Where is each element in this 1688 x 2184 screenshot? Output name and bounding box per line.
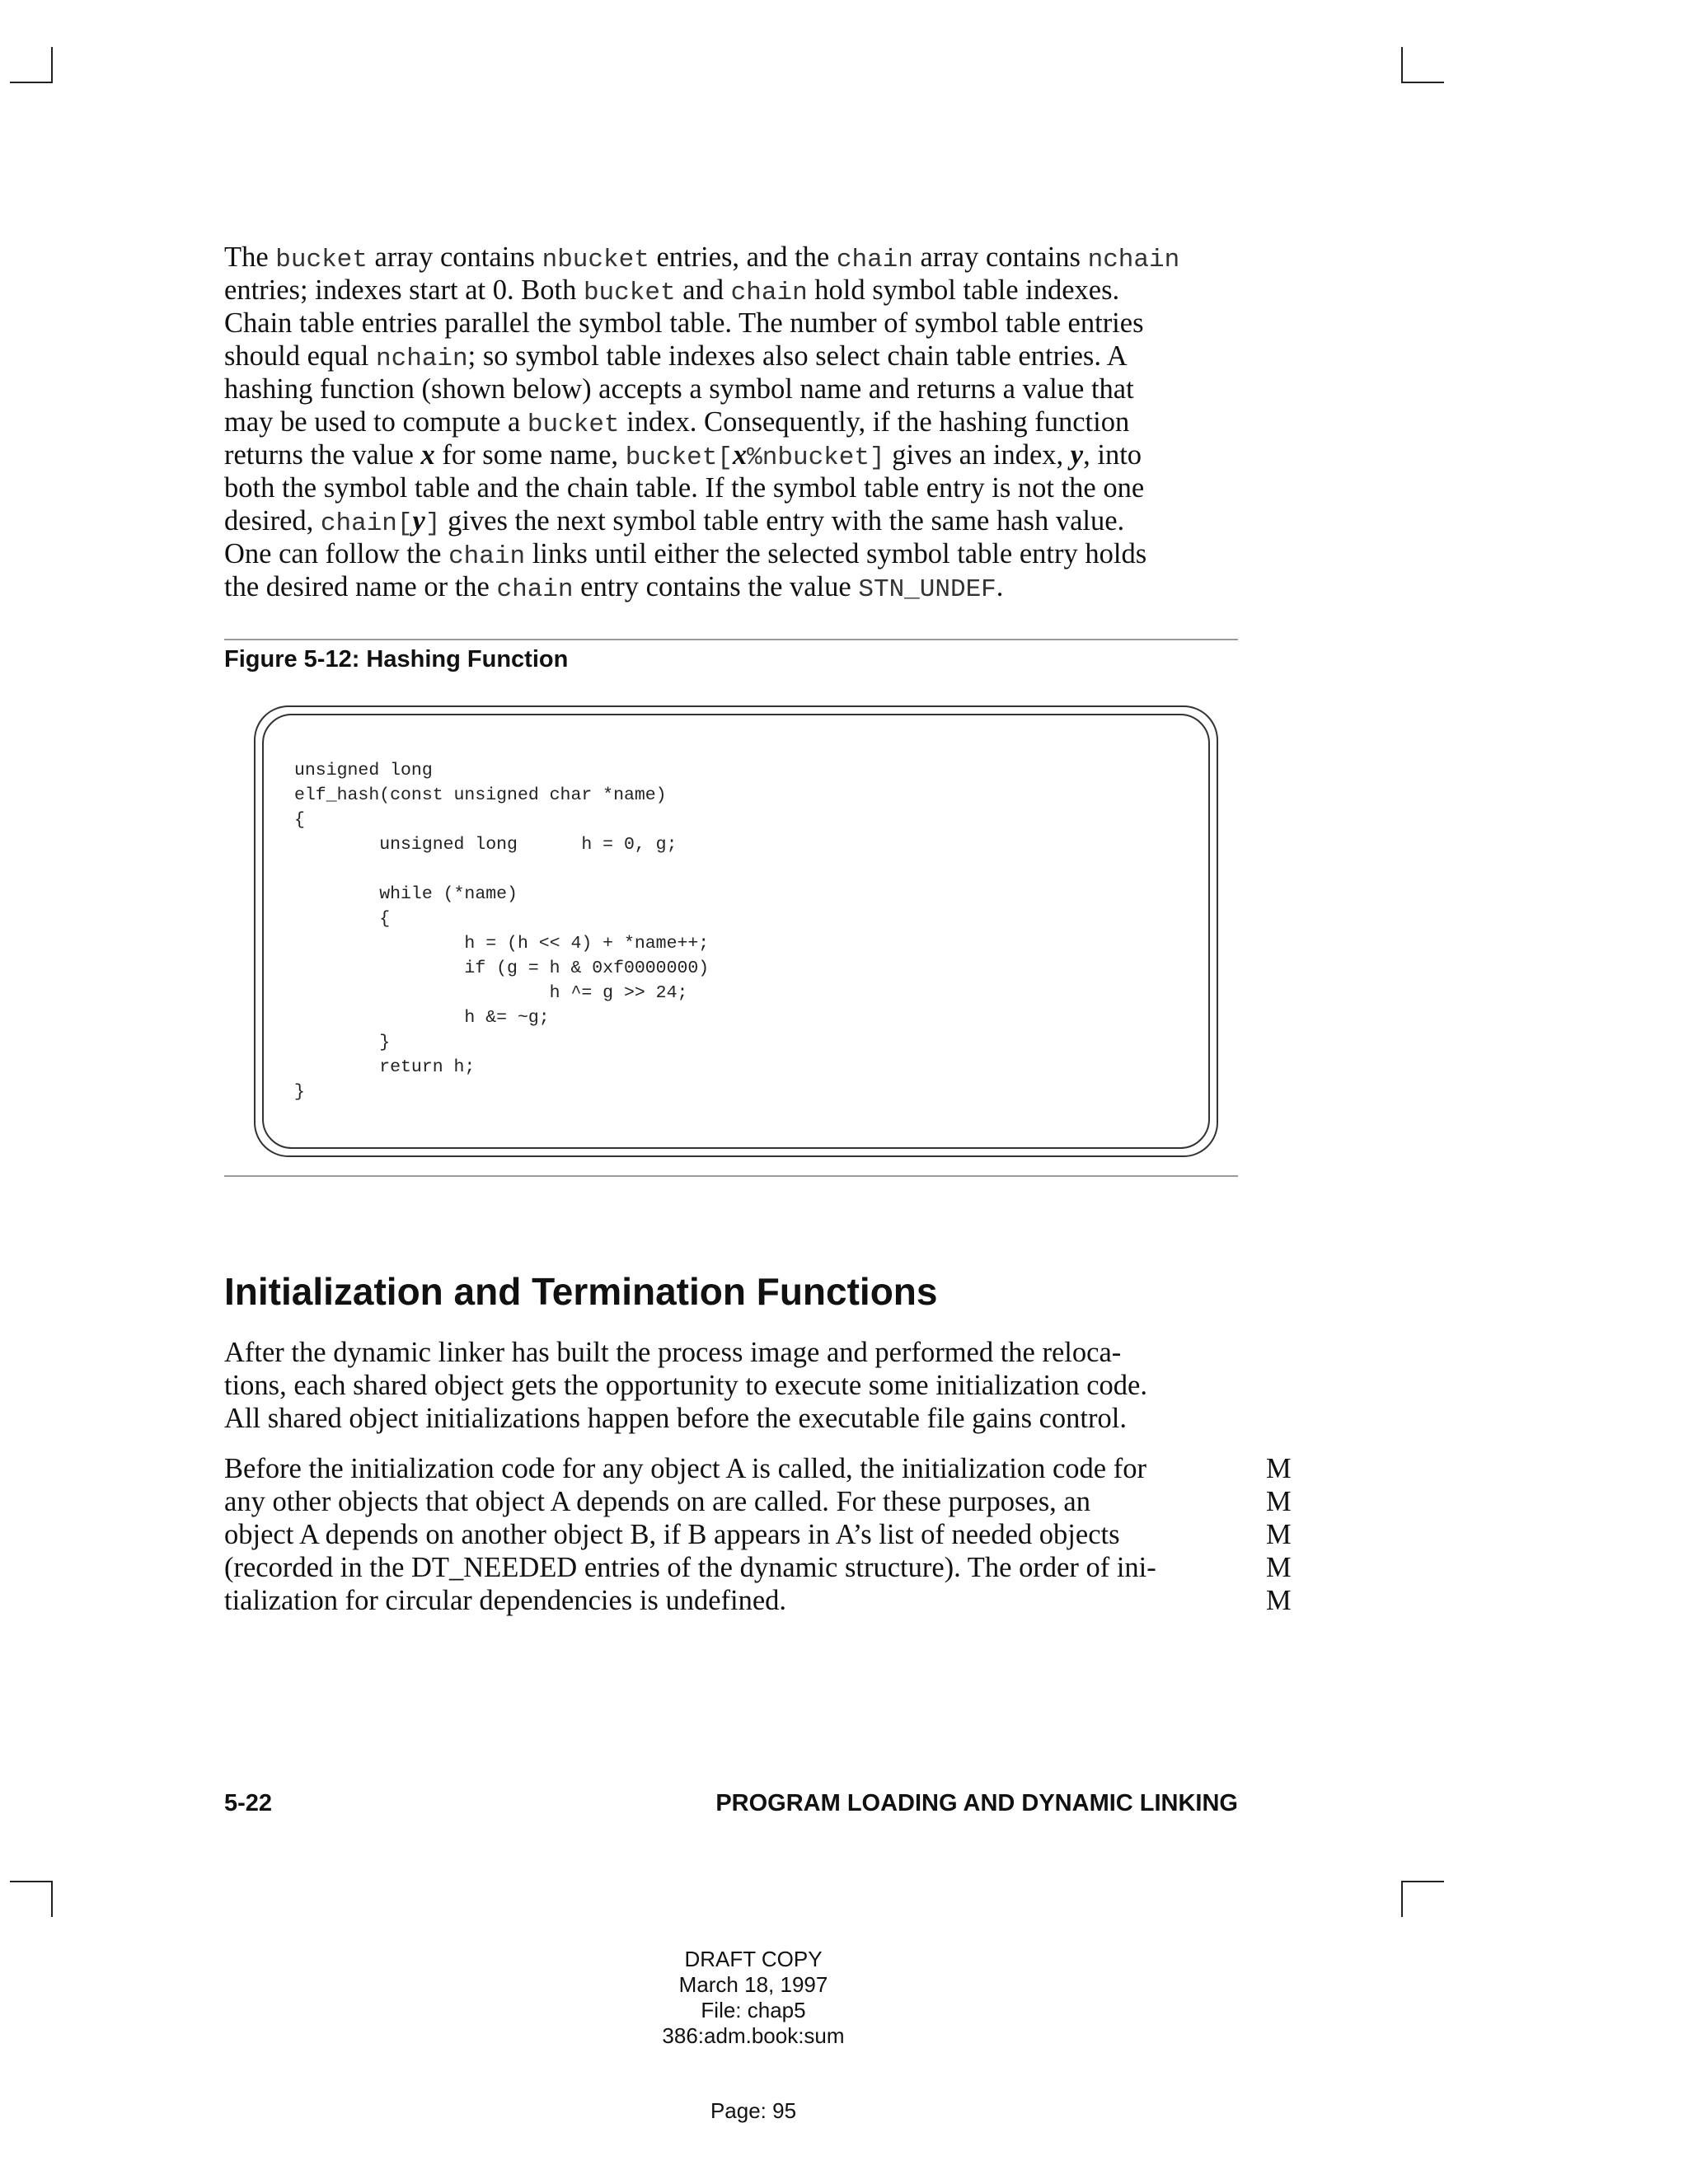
paragraph-line [224, 274, 1179, 307]
text-run: links until either the selected symbol table entry holds [525, 538, 1147, 569]
inline-code: chain [448, 542, 526, 571]
text-run: desired, [224, 505, 321, 537]
text-run: array contains [367, 241, 542, 273]
change-mark: M [1266, 1486, 1292, 1517]
text-run: gives an index, [884, 439, 1071, 471]
paragraph-line: Before the initialization code for any object A is called, the initialization code for [224, 1453, 1146, 1484]
inline-code: nchain [375, 344, 468, 373]
change-mark: M [1266, 1585, 1292, 1616]
crop-mark-top-right [1401, 82, 1444, 83]
crop-mark-bottom-right [1401, 1881, 1444, 1882]
text-run: entries; indexes start at 0. Both [224, 274, 584, 306]
inline-code: chain [836, 246, 913, 274]
text-run: index. Consequently, if the hashing function [619, 406, 1130, 438]
paragraph-line [224, 537, 1179, 570]
figure-top-rule [224, 639, 1238, 640]
inline-code: chain [730, 279, 808, 307]
text-run: One can follow the [224, 538, 449, 569]
text-run: , into [1083, 439, 1142, 471]
draft-page-number: Page: 95 [710, 2098, 797, 2123]
inline-code: STN_UNDEF [858, 575, 996, 604]
text-run: entries, and the [649, 241, 837, 273]
crop-mark-top-left [10, 82, 53, 83]
inline-code: bucket[ [625, 443, 733, 472]
text-run: entry contains the value [573, 571, 859, 602]
paragraph-line [224, 307, 1179, 340]
inline-code: chain[ [320, 509, 413, 538]
figure-bottom-rule [224, 1175, 1238, 1177]
text-run: hashing function (shown below) accepts a symbol name and returns a value that [224, 373, 1134, 405]
inline-code: %nbucket] [747, 443, 885, 472]
paragraph-line [224, 504, 1179, 537]
text-run: for some name, [434, 439, 626, 471]
inline-code: ] [424, 509, 441, 538]
text-run: Chain table entries parallel the symbol table. The number of symbol table entries [224, 307, 1144, 339]
change-mark: M [1266, 1453, 1292, 1484]
paragraph-line [224, 405, 1179, 438]
paragraph-line: After the dynamic linker has built the process image and performed the reloca- [224, 1337, 1122, 1368]
italic-variable: x [420, 439, 435, 471]
inline-code: nchain [1087, 246, 1180, 274]
text-run: gives the next symbol table entry with the same hash value. [440, 505, 1125, 537]
section-paragraph-2 [224, 1452, 1156, 1617]
paragraph-line: any other objects that object A depends on are called. For these purposes, an [224, 1486, 1090, 1517]
text-run: . [996, 571, 1004, 602]
paragraph-line [224, 241, 1179, 274]
footer-page-label: 5-22 [224, 1790, 273, 1816]
paragraph-line [224, 340, 1179, 373]
code-listing: unsigned long elf_hash(const unsigned char *name) { unsigned long h = 0, g; while (*name) { h = (h << 4) + *name++; if (g = h & 0xf0000000) h ^= g >> 24; h &= ~g; } return h; } [294, 761, 710, 1102]
inline-code: chain [496, 575, 574, 604]
text-run: both the symbol table and the chain table. If the symbol table entry is not the one [224, 472, 1145, 504]
crop-mark-top-right [1401, 47, 1403, 83]
draft-line: DRAFT COPY [684, 1947, 823, 1971]
intro-paragraph [224, 241, 1179, 603]
draft-stamp [588, 1947, 918, 2049]
text-run: and [675, 274, 731, 306]
italic-variable: y [412, 505, 425, 537]
text-run: may be used to compute a [224, 406, 528, 438]
paragraph-line: All shared object initializations happen before the executable file gains control. [224, 1403, 1127, 1434]
text-run: array contains [912, 241, 1088, 273]
section-paragraph-1 [224, 1336, 1147, 1435]
inline-code: bucket [275, 246, 368, 274]
paragraph-line: object A depends on another object B, if B appears in A’s list of needed objects [224, 1519, 1120, 1550]
draft-line: File: chap5 [701, 1998, 806, 2022]
paragraph-line [224, 373, 1179, 405]
paragraph-line [224, 438, 1179, 471]
footer-chapter-title: PROGRAM LOADING AND DYNAMIC LINKING [715, 1790, 1238, 1816]
change-mark: M [1266, 1519, 1292, 1550]
paragraph-line: tialization for circular dependencies is undefined. [224, 1585, 787, 1616]
paragraph-line [224, 570, 1179, 603]
code-box [254, 705, 1218, 1157]
text-run: should equal [224, 340, 376, 372]
paragraph-line: tions, each shared object gets the opportunity to execute some initialization code. [224, 1370, 1147, 1401]
text-run: the desired name or the [224, 571, 497, 602]
crop-mark-top-left [51, 47, 53, 83]
italic-variable: x [732, 439, 748, 471]
text-run: returns the value [224, 439, 421, 471]
italic-variable: y [1070, 439, 1084, 471]
draft-line: March 18, 1997 [678, 1972, 828, 1997]
text-run: The [224, 241, 276, 273]
paragraph-line: (recorded in the DT_NEEDED entries of the dynamic structure). The order of ini- [224, 1552, 1156, 1583]
draft-line: 386:adm.book:sum [662, 2023, 845, 2048]
paragraph-line [224, 471, 1179, 504]
text-run: hold symbol table indexes. [807, 274, 1120, 306]
figure-caption: Figure 5-12: Hashing Function [224, 646, 569, 673]
section-heading: Initialization and Termination Functions [224, 1270, 938, 1313]
crop-mark-bottom-left [51, 1881, 53, 1917]
inline-code: nbucket [542, 246, 649, 274]
inline-code: bucket [527, 410, 620, 439]
crop-mark-bottom-left [10, 1881, 53, 1882]
text-run: ; so symbol table indexes also select chain table entries. A [467, 340, 1128, 372]
crop-mark-bottom-right [1401, 1881, 1403, 1917]
change-mark: M [1266, 1552, 1292, 1583]
inline-code: bucket [583, 279, 676, 307]
